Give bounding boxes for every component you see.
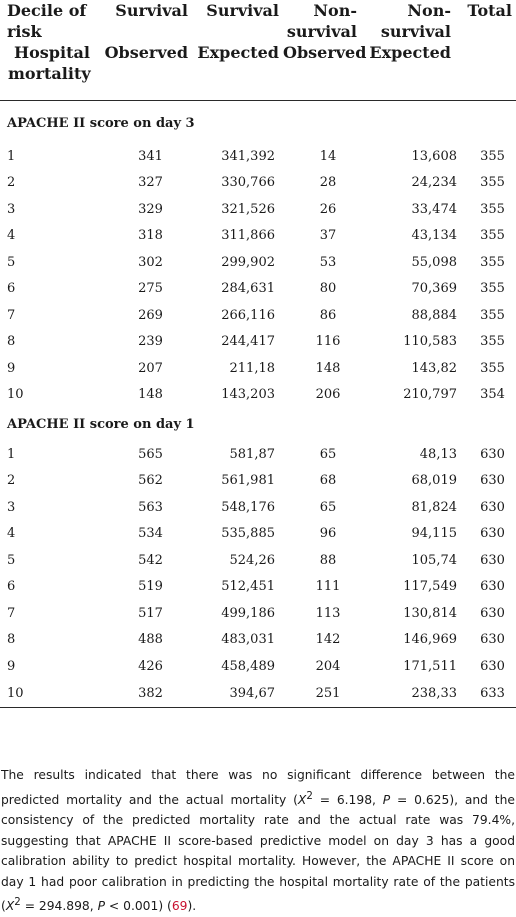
cell-survival-expected: 211,18 [229, 360, 275, 376]
cell-total: 630 [480, 526, 505, 542]
cell-nonsurvival-observed: 251 [283, 680, 367, 708]
cell-total: 630 [480, 632, 505, 648]
cell-total: 355 [480, 175, 505, 191]
cell-total: 354 [480, 387, 505, 403]
cell-survival-expected: 266,116 [221, 307, 275, 323]
cell-survival-observed: 275 [138, 281, 163, 297]
cell-nonsurvival-expected: 94,115 [411, 526, 457, 542]
cell-nonsurvival-expected: 70,369 [411, 281, 457, 297]
cell-nonsurvival-observed: 14 [319, 148, 337, 164]
cell-total: 630 [480, 552, 505, 568]
table-row [0, 170, 516, 197]
header-survival-expected: Survival Expected [192, 0, 283, 101]
table-row [0, 302, 516, 329]
cell-total: 355 [480, 148, 505, 164]
cell-decile: 8 [7, 334, 16, 350]
cell-survival-expected: 311,866 [221, 228, 275, 244]
cell-decile: 4 [7, 228, 16, 244]
cell-total: 355 [480, 254, 505, 270]
cell-nonsurvival-observed: 53 [319, 254, 337, 270]
cell-nonsurvival-observed: 206 [315, 387, 341, 403]
section-row-day3 [0, 101, 516, 144]
header-nonsurvival-observed: Non- survival Observed [283, 0, 367, 101]
cell-nonsurvival-expected: 105,74 [411, 552, 457, 568]
cell-nonsurvival-observed: 88 [319, 552, 337, 568]
table-row [0, 223, 516, 250]
cell-survival-observed: 563 [138, 499, 163, 515]
reference-link[interactable]: 69 [171, 899, 188, 914]
cell-survival-observed: 562 [138, 473, 163, 489]
cell-survival-expected: 321,526 [221, 201, 275, 217]
cell-survival-observed: 341 [138, 148, 163, 164]
cell-survival-observed: 426 [138, 658, 163, 674]
table-row [0, 494, 516, 521]
cell-decile: 10 [0, 680, 103, 708]
cell-survival-observed: 302 [138, 254, 163, 270]
header-nonsurvival-expected: Non- survival Expected [367, 0, 465, 101]
cell-total: 630 [480, 446, 505, 462]
cell-total: 633 [465, 680, 516, 708]
cell-nonsurvival-expected: 143,82 [411, 360, 457, 376]
cell-total: 355 [480, 360, 505, 376]
cell-nonsurvival-expected: 68,019 [411, 473, 457, 489]
header-survival-observed: Survival Observed [103, 0, 192, 101]
cell-survival-expected: 535,885 [221, 526, 275, 542]
cell-nonsurvival-expected: 210,797 [403, 387, 457, 403]
table-row [0, 355, 516, 382]
cell-decile: 2 [7, 473, 16, 489]
cell-nonsurvival-expected: 55,098 [411, 254, 457, 270]
cell-nonsurvival-observed: 204 [315, 658, 341, 674]
cell-nonsurvival-observed: 148 [315, 360, 341, 376]
cell-nonsurvival-expected: 146,969 [403, 632, 457, 648]
cell-decile: 9 [7, 658, 16, 674]
cell-nonsurvival-observed: 65 [319, 499, 337, 515]
table-footnote: The results indicated that there was no significant difference between the predicted mortality and the actual mortality ($X^2 = 6.198$, P = 0.625), and the consistency of the predicted mortality rate and the actual rate was 79.4%, suggesting that APACHE II score-based predictive model on day 3 has a good calibration ability to predict hospital mortality. However, the APACHE II score on day 1 had poor calibration in predicting the hospital mortality rate of the patients ($X^2 = 294.898$, P < 0.001) (69). [1, 768, 515, 914]
cell-survival-observed: 488 [138, 632, 163, 648]
section-row-day1 [0, 408, 516, 441]
cell-survival-expected: 330,766 [221, 175, 275, 191]
table-row [0, 547, 516, 574]
cell-nonsurvival-expected: 88,884 [411, 307, 457, 323]
table-row [0, 276, 516, 303]
cell-survival-observed: 207 [138, 360, 163, 376]
cell-total: 630 [480, 658, 505, 674]
table-row [0, 600, 516, 627]
cell-decile: 7 [7, 605, 16, 621]
cell-survival-expected: 299,902 [221, 254, 275, 270]
cell-decile: 6 [7, 579, 16, 595]
table-row [0, 441, 516, 468]
cell-survival-observed: 519 [138, 579, 163, 595]
header-total: Total [465, 0, 516, 101]
cell-survival-expected: 143,203 [221, 387, 275, 403]
table-row [0, 574, 516, 601]
table-row [0, 143, 516, 170]
cell-nonsurvival-expected: 171,511 [403, 658, 457, 674]
cell-decile: 6 [7, 281, 16, 297]
cell-nonsurvival-observed: 26 [319, 201, 337, 217]
cell-total: 630 [480, 499, 505, 515]
cell-nonsurvival-observed: 80 [319, 281, 337, 297]
cell-survival-expected: 483,031 [221, 632, 275, 648]
cell-decile: 10 [7, 387, 24, 403]
cell-nonsurvival-observed: 116 [315, 334, 341, 350]
table-row [0, 329, 516, 356]
cell-decile: 8 [7, 632, 16, 648]
table-row [0, 196, 516, 223]
cell-nonsurvival-observed: 37 [319, 228, 337, 244]
table-row [0, 653, 516, 680]
cell-total: 355 [480, 201, 505, 217]
cell-decile: 5 [7, 552, 16, 568]
table-header-row [0, 0, 516, 101]
cell-nonsurvival-expected: 117,549 [403, 579, 457, 595]
cell-nonsurvival-expected: 43,134 [411, 228, 457, 244]
table-row [0, 521, 516, 548]
cell-total: 630 [480, 473, 505, 489]
cell-nonsurvival-expected: 81,824 [411, 499, 457, 515]
cell-nonsurvival-observed: 111 [315, 579, 341, 595]
cell-decile: 5 [7, 254, 16, 270]
cell-decile: 1 [7, 148, 16, 164]
cell-nonsurvival-expected: 238,33 [367, 680, 465, 708]
table-row [0, 249, 516, 276]
cell-total: 630 [480, 605, 505, 621]
cell-survival-observed: 542 [138, 552, 163, 568]
cell-decile: 2 [7, 175, 16, 191]
cell-nonsurvival-observed: 86 [319, 307, 337, 323]
cell-nonsurvival-observed: 142 [315, 632, 341, 648]
cell-survival-observed: 382 [103, 680, 192, 708]
cell-survival-observed: 148 [138, 387, 163, 403]
cell-survival-expected: 524,26 [229, 552, 275, 568]
table-row [0, 468, 516, 495]
cell-survival-expected: 581,87 [229, 446, 275, 462]
cell-nonsurvival-observed: 113 [315, 605, 341, 621]
cell-survival-observed: 327 [138, 175, 163, 191]
cell-survival-observed: 239 [138, 334, 163, 350]
cell-survival-expected: 284,631 [221, 281, 275, 297]
cell-decile: 1 [7, 446, 16, 462]
cell-survival-expected: 499,186 [221, 605, 275, 621]
cell-survival-expected: 244,417 [221, 334, 275, 350]
cell-total: 355 [480, 228, 505, 244]
cell-total: 630 [480, 579, 505, 595]
cell-decile: 4 [7, 526, 16, 542]
cell-survival-expected: 394,67 [192, 680, 283, 708]
cell-nonsurvival-expected: 48,13 [419, 446, 457, 462]
table-row [0, 680, 516, 708]
cell-survival-expected: 512,451 [221, 579, 275, 595]
cell-nonsurvival-expected: 110,583 [403, 334, 457, 350]
cell-survival-expected: 548,176 [221, 499, 275, 515]
cell-nonsurvival-expected: 33,474 [411, 201, 457, 217]
cell-survival-observed: 329 [138, 201, 163, 217]
cell-survival-observed: 517 [138, 605, 163, 621]
cell-total: 355 [480, 334, 505, 350]
cell-nonsurvival-observed: 68 [319, 473, 337, 489]
cell-total: 355 [480, 307, 505, 323]
cell-nonsurvival-observed: 65 [319, 446, 337, 462]
table-row [0, 627, 516, 654]
cell-nonsurvival-expected: 13,608 [411, 148, 457, 164]
header-decile: Decile of risk Hospital mortality [0, 0, 103, 101]
cell-survival-observed: 534 [138, 526, 163, 542]
section-title: APACHE II score on day 3 [7, 115, 195, 131]
cell-decile: 3 [7, 201, 16, 217]
cell-survival-observed: 565 [138, 446, 163, 462]
cell-nonsurvival-expected: 24,234 [411, 175, 457, 191]
cell-survival-expected: 458,489 [221, 658, 275, 674]
cell-survival-expected: 561,981 [221, 473, 275, 489]
cell-survival-expected: 341,392 [221, 148, 275, 164]
cell-nonsurvival-observed: 96 [319, 526, 337, 542]
cell-total: 355 [480, 281, 505, 297]
cell-survival-observed: 318 [138, 228, 163, 244]
cell-decile: 9 [7, 360, 16, 376]
cell-decile: 3 [7, 499, 16, 515]
section-title: APACHE II score on day 1 [7, 417, 195, 432]
cell-survival-observed: 269 [138, 307, 163, 323]
cell-decile: 7 [7, 307, 16, 323]
cell-nonsurvival-expected: 130,814 [403, 605, 457, 621]
cell-nonsurvival-observed: 28 [319, 175, 337, 191]
table-row [0, 382, 516, 409]
